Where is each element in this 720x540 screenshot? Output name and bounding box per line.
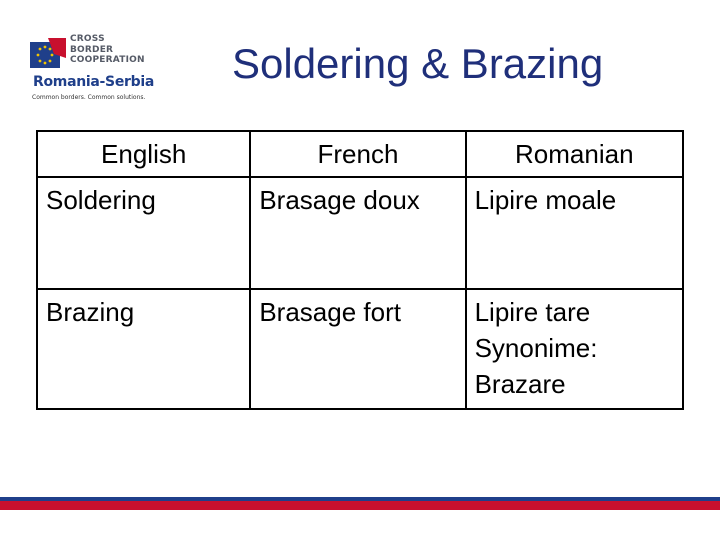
- logo-line-2: BORDER: [70, 44, 114, 55]
- terminology-table: [36, 130, 684, 410]
- cell-romanian: [466, 289, 683, 409]
- logo-line-3: COOPERATION: [70, 55, 145, 65]
- romanian-line: Lipire tare: [474, 297, 591, 327]
- logo-brand-text: [70, 34, 145, 66]
- table-row: [37, 289, 683, 409]
- header-romanian: Romanian: [466, 131, 683, 177]
- eu-flag-map-icon: [30, 36, 66, 72]
- program-logo: [30, 34, 160, 104]
- slide-title: Soldering & Brazing: [232, 40, 604, 87]
- logo-tagline: Common borders. Common solutions.: [32, 94, 146, 101]
- logo-line-1: CROSS: [70, 34, 105, 44]
- cell-french: Brasage fort: [250, 289, 465, 409]
- logo-region: Romania-Serbia: [33, 74, 155, 90]
- header-french: French: [250, 131, 465, 177]
- cell-english: Soldering: [37, 177, 250, 289]
- romanian-line: Brazare: [474, 369, 566, 399]
- cell-french: Brasage doux: [250, 177, 465, 289]
- footer-red-bar: [0, 501, 720, 510]
- cell-romanian: [466, 177, 683, 289]
- table-header-row: [37, 131, 683, 177]
- romanian-line: Lipire moale: [474, 185, 617, 215]
- romanian-line: Synonime:: [474, 333, 598, 363]
- cell-english: Brazing: [37, 289, 250, 409]
- table-row: [37, 177, 683, 289]
- header-english: English: [37, 131, 250, 177]
